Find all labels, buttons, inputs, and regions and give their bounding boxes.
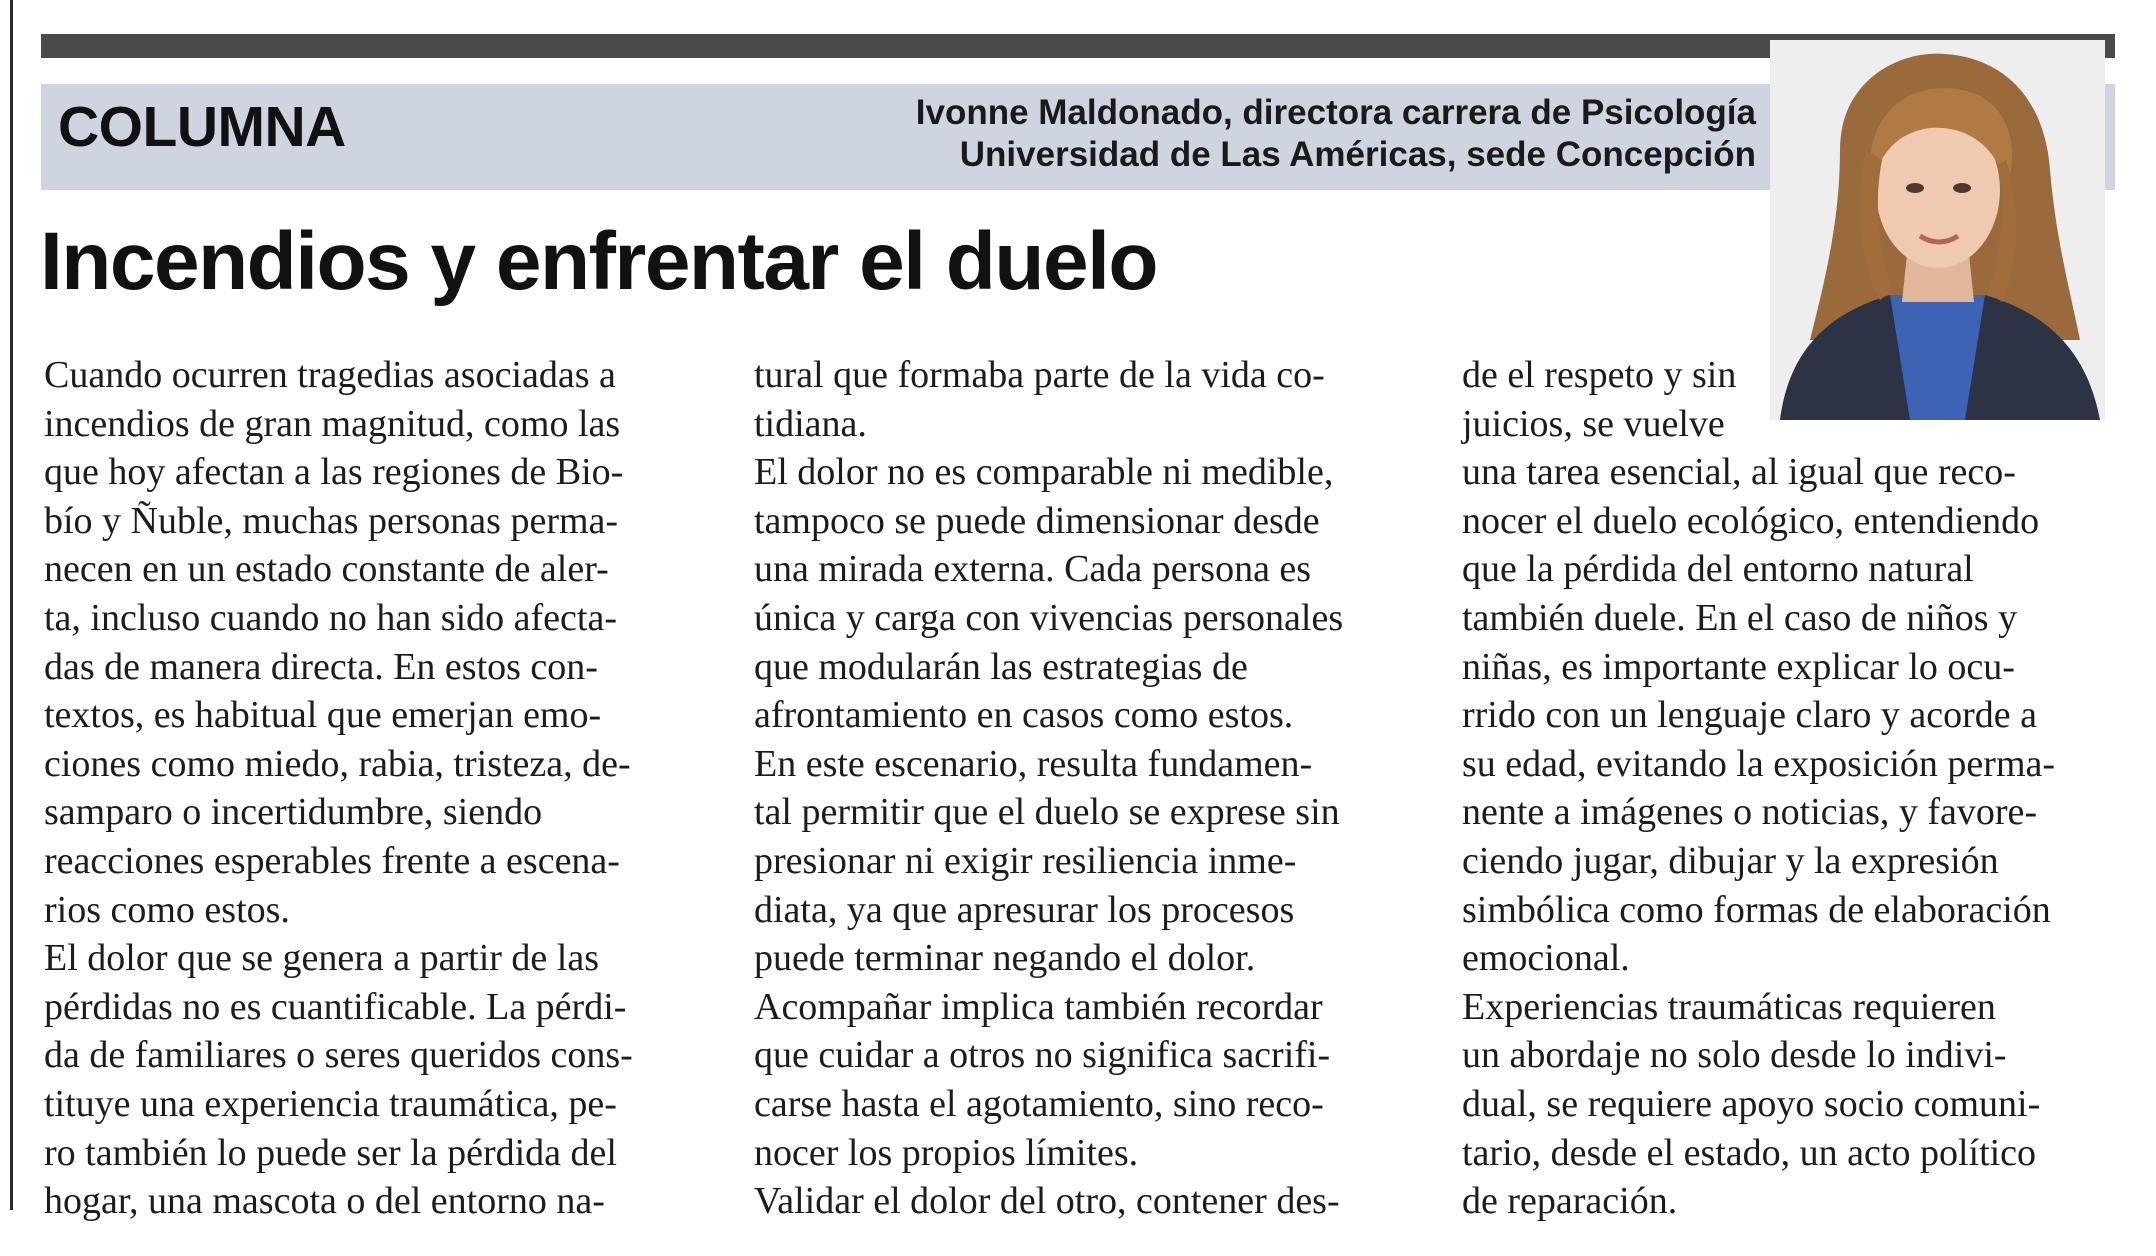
text-line: tario, desde el estado, un acto político <box>1462 1131 2037 1174</box>
text-line: afrontamiento en casos como estos. <box>754 694 1294 737</box>
text-line: Cuando ocurren tragedias asociadas a <box>44 354 616 396</box>
text-line: simbólica como formas de elaboración <box>1462 888 2051 931</box>
section-label: COLUMNA <box>58 95 346 159</box>
article-column-3 <box>1462 351 2055 1226</box>
text-line: un abordaje no solo desde lo indivi- <box>1462 1034 2007 1077</box>
text-line: nocer el duelo ecológico, entendiendo <box>1462 499 2040 542</box>
text-line: da de familiares o seres queridos cons- <box>44 1034 633 1077</box>
text-line: necen en un estado constante de aler- <box>44 548 609 591</box>
text-line: ciendo jugar, dibujar y la expresión <box>1462 839 1999 882</box>
text-line: reacciones esperables frente a escena- <box>44 839 620 882</box>
text-line: samparo o incertidumbre, siendo <box>44 791 543 834</box>
text-line: ro también lo puede ser la pérdida del <box>44 1131 617 1174</box>
text-line: que modularán las estrategias de <box>754 645 1248 688</box>
text-line: incendios de gran magnitud, como las <box>44 402 621 445</box>
text-line: rrido con un lenguaje claro y acorde a <box>1462 694 2038 737</box>
page-margin-rule <box>10 0 13 1210</box>
text-line: En este escenario, resulta fundamen- <box>754 742 1313 785</box>
text-line: Experiencias traumáticas requieren <box>1462 985 1996 1028</box>
text-line: una tarea esencial, al igual que reco- <box>1462 451 2016 494</box>
text-line: emocional. <box>1462 937 1630 980</box>
text-line: tal permitir que el duelo se exprese sin <box>754 791 1340 834</box>
text-line: El dolor que se genera a partir de las <box>44 937 599 980</box>
text-line: tampoco se puede dimensionar desde <box>754 499 1320 542</box>
text-line: que cuidar a otros no significa sacrifi- <box>754 1034 1331 1077</box>
text-line: dual, se requiere apoyo socio comuni- <box>1462 1082 2041 1125</box>
text-line: textos, es habitual que emerjan emo- <box>44 694 602 737</box>
text-line: tituye una experiencia traumática, pe- <box>44 1082 617 1125</box>
text-line: Validar el dolor del otro, contener des- <box>754 1180 1340 1223</box>
text-line: una mirada externa. Cada persona es <box>754 548 1312 591</box>
article-headline: Incendios y enfrentar el duelo <box>40 216 1157 307</box>
text-line: única y carga con vivencias personales <box>754 596 1344 639</box>
text-line: tural que formaba parte de la vida co- <box>754 354 1325 396</box>
author-line-name: Ivonne Maldonado, directora carrera de Psicología <box>915 93 1756 132</box>
text-line: diata, ya que apresurar los procesos <box>754 888 1295 931</box>
text-line: que hoy afectan a las regiones de Bio- <box>44 451 624 494</box>
text-line: ta, incluso cuando no han sido afecta- <box>44 596 617 639</box>
article-column-1 <box>44 351 633 1226</box>
text-line: Acompañar implica también recordar <box>754 985 1323 1028</box>
text-line: bío y Ñuble, muchas personas perma- <box>44 499 619 542</box>
text-line: pérdidas no es cuantificable. La pérdi- <box>44 985 627 1028</box>
text-line: hogar, una mascota o del entorno na- <box>44 1180 605 1223</box>
text-line: presionar ni exigir resiliencia inme- <box>754 839 1297 882</box>
author-byline <box>916 92 1756 176</box>
text-line: de el respeto y sin <box>1462 354 1737 396</box>
text-line: niñas, es importante explicar lo ocu- <box>1462 645 2015 688</box>
text-line: puede terminar negando el dolor. <box>754 937 1256 980</box>
text-line: das de manera directa. En estos con- <box>44 645 598 688</box>
text-line: tidiana. <box>754 402 867 445</box>
text-line: juicios, se vuelve <box>1462 402 1725 445</box>
text-line: rios como estos. <box>44 888 290 931</box>
text-line: ciones como miedo, rabia, tristeza, de- <box>44 742 631 785</box>
text-line: carse hasta el agotamiento, sino reco- <box>754 1082 1324 1125</box>
text-line: El dolor no es comparable ni medible, <box>754 451 1334 494</box>
text-line: de reparación. <box>1462 1180 1678 1223</box>
author-line-affiliation: Universidad de Las Américas, sede Concepción <box>959 135 1756 174</box>
article-column-2 <box>754 351 1343 1226</box>
text-line: que la pérdida del entorno natural <box>1462 548 1974 591</box>
text-line: nocer los propios límites. <box>754 1131 1139 1174</box>
text-line: también duele. En el caso de niños y <box>1462 596 2018 639</box>
text-line: su edad, evitando la exposición perma- <box>1462 742 2056 785</box>
text-line: nente a imágenes o noticias, y favore- <box>1462 791 2038 834</box>
